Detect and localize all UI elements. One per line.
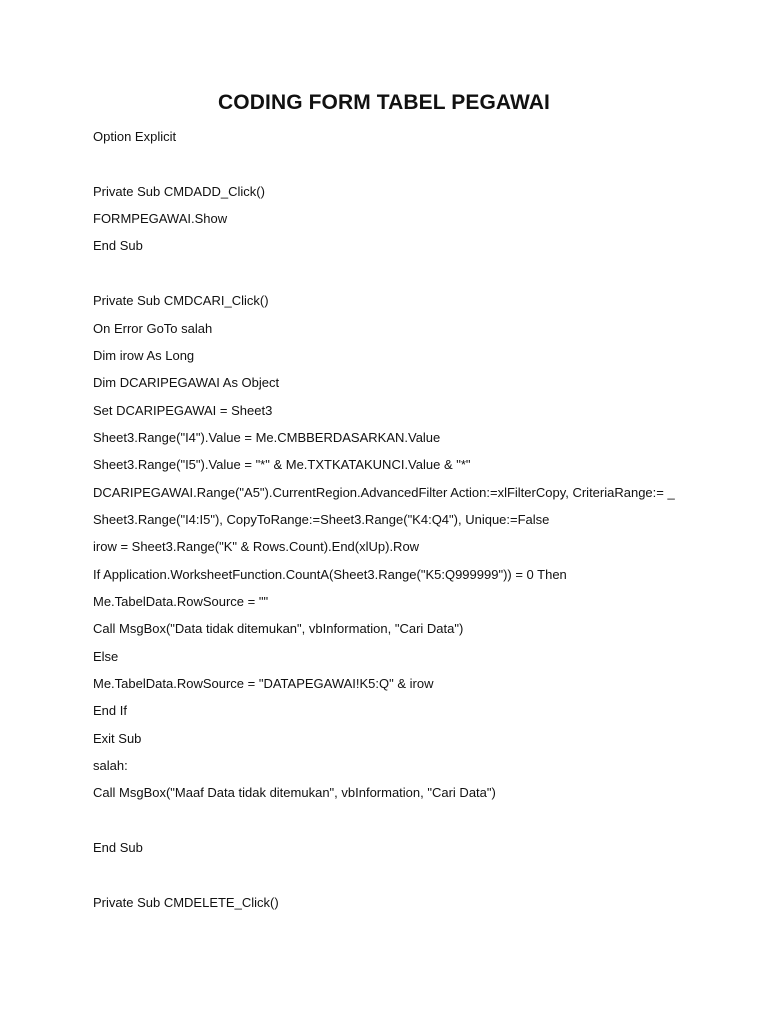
code-line: Sheet3.Range("I4:I5"), CopyToRange:=Sheet3.Range("K4:Q4"), Unique:=False (93, 511, 550, 527)
code-line: Private Sub CMDCARI_Click() (93, 293, 269, 309)
code-line: irow = Sheet3.Range("K" & Rows.Count).End(xlUp).Row (93, 539, 420, 555)
code-line: Exit Sub (93, 730, 142, 746)
code-line: Private Sub CMDELETE_Click() (93, 894, 279, 910)
code-line: Else (93, 648, 119, 664)
code-line: Dim irow As Long (93, 347, 195, 363)
code-line: FORMPEGAWAI.Show (93, 211, 228, 227)
code-line: DCARIPEGAWAI.Range("A5").CurrentRegion.AdvancedFilter Action:=xlFilterCopy, CriteriaRange:= _ (93, 484, 675, 500)
code-line: End If (93, 703, 127, 719)
document-title: CODING FORM TABEL PEGAWAI (218, 91, 550, 114)
code-line: Sheet3.Range("I4").Value = Me.CMBBERDASARKAN.Value (93, 429, 441, 445)
code-line: salah: (93, 758, 128, 774)
code-line: Private Sub CMDADD_Click() (93, 183, 265, 199)
code-line: Sheet3.Range("I5").Value = "*" & Me.TXTKATAKUNCI.Value & "*" (93, 457, 471, 473)
code-line: End Sub (93, 840, 143, 856)
code-line: Call MsgBox("Maaf Data tidak ditemukan", vbInformation, "Cari Data") (93, 785, 496, 801)
code-line: Option Explicit (93, 129, 177, 144)
code-line: Me.TabelData.RowSource = "DATAPEGAWAI!K5:Q" & irow (93, 676, 434, 691)
code-line: Set DCARIPEGAWAI = Sheet3 (93, 402, 273, 418)
code-line: On Error GoTo salah (93, 320, 213, 336)
code-line: Call MsgBox("Data tidak ditemukan", vbInformation, "Cari Data") (93, 621, 464, 637)
code-line: If Application.WorksheetFunction.CountA(Sheet3.Range("K5:Q999999")) = 0 Then (93, 566, 567, 582)
code-line: End Sub (93, 238, 143, 254)
code-line: Me.TabelData.RowSource = "" (93, 594, 269, 609)
code-line: Dim DCARIPEGAWAI As Object (93, 375, 280, 391)
